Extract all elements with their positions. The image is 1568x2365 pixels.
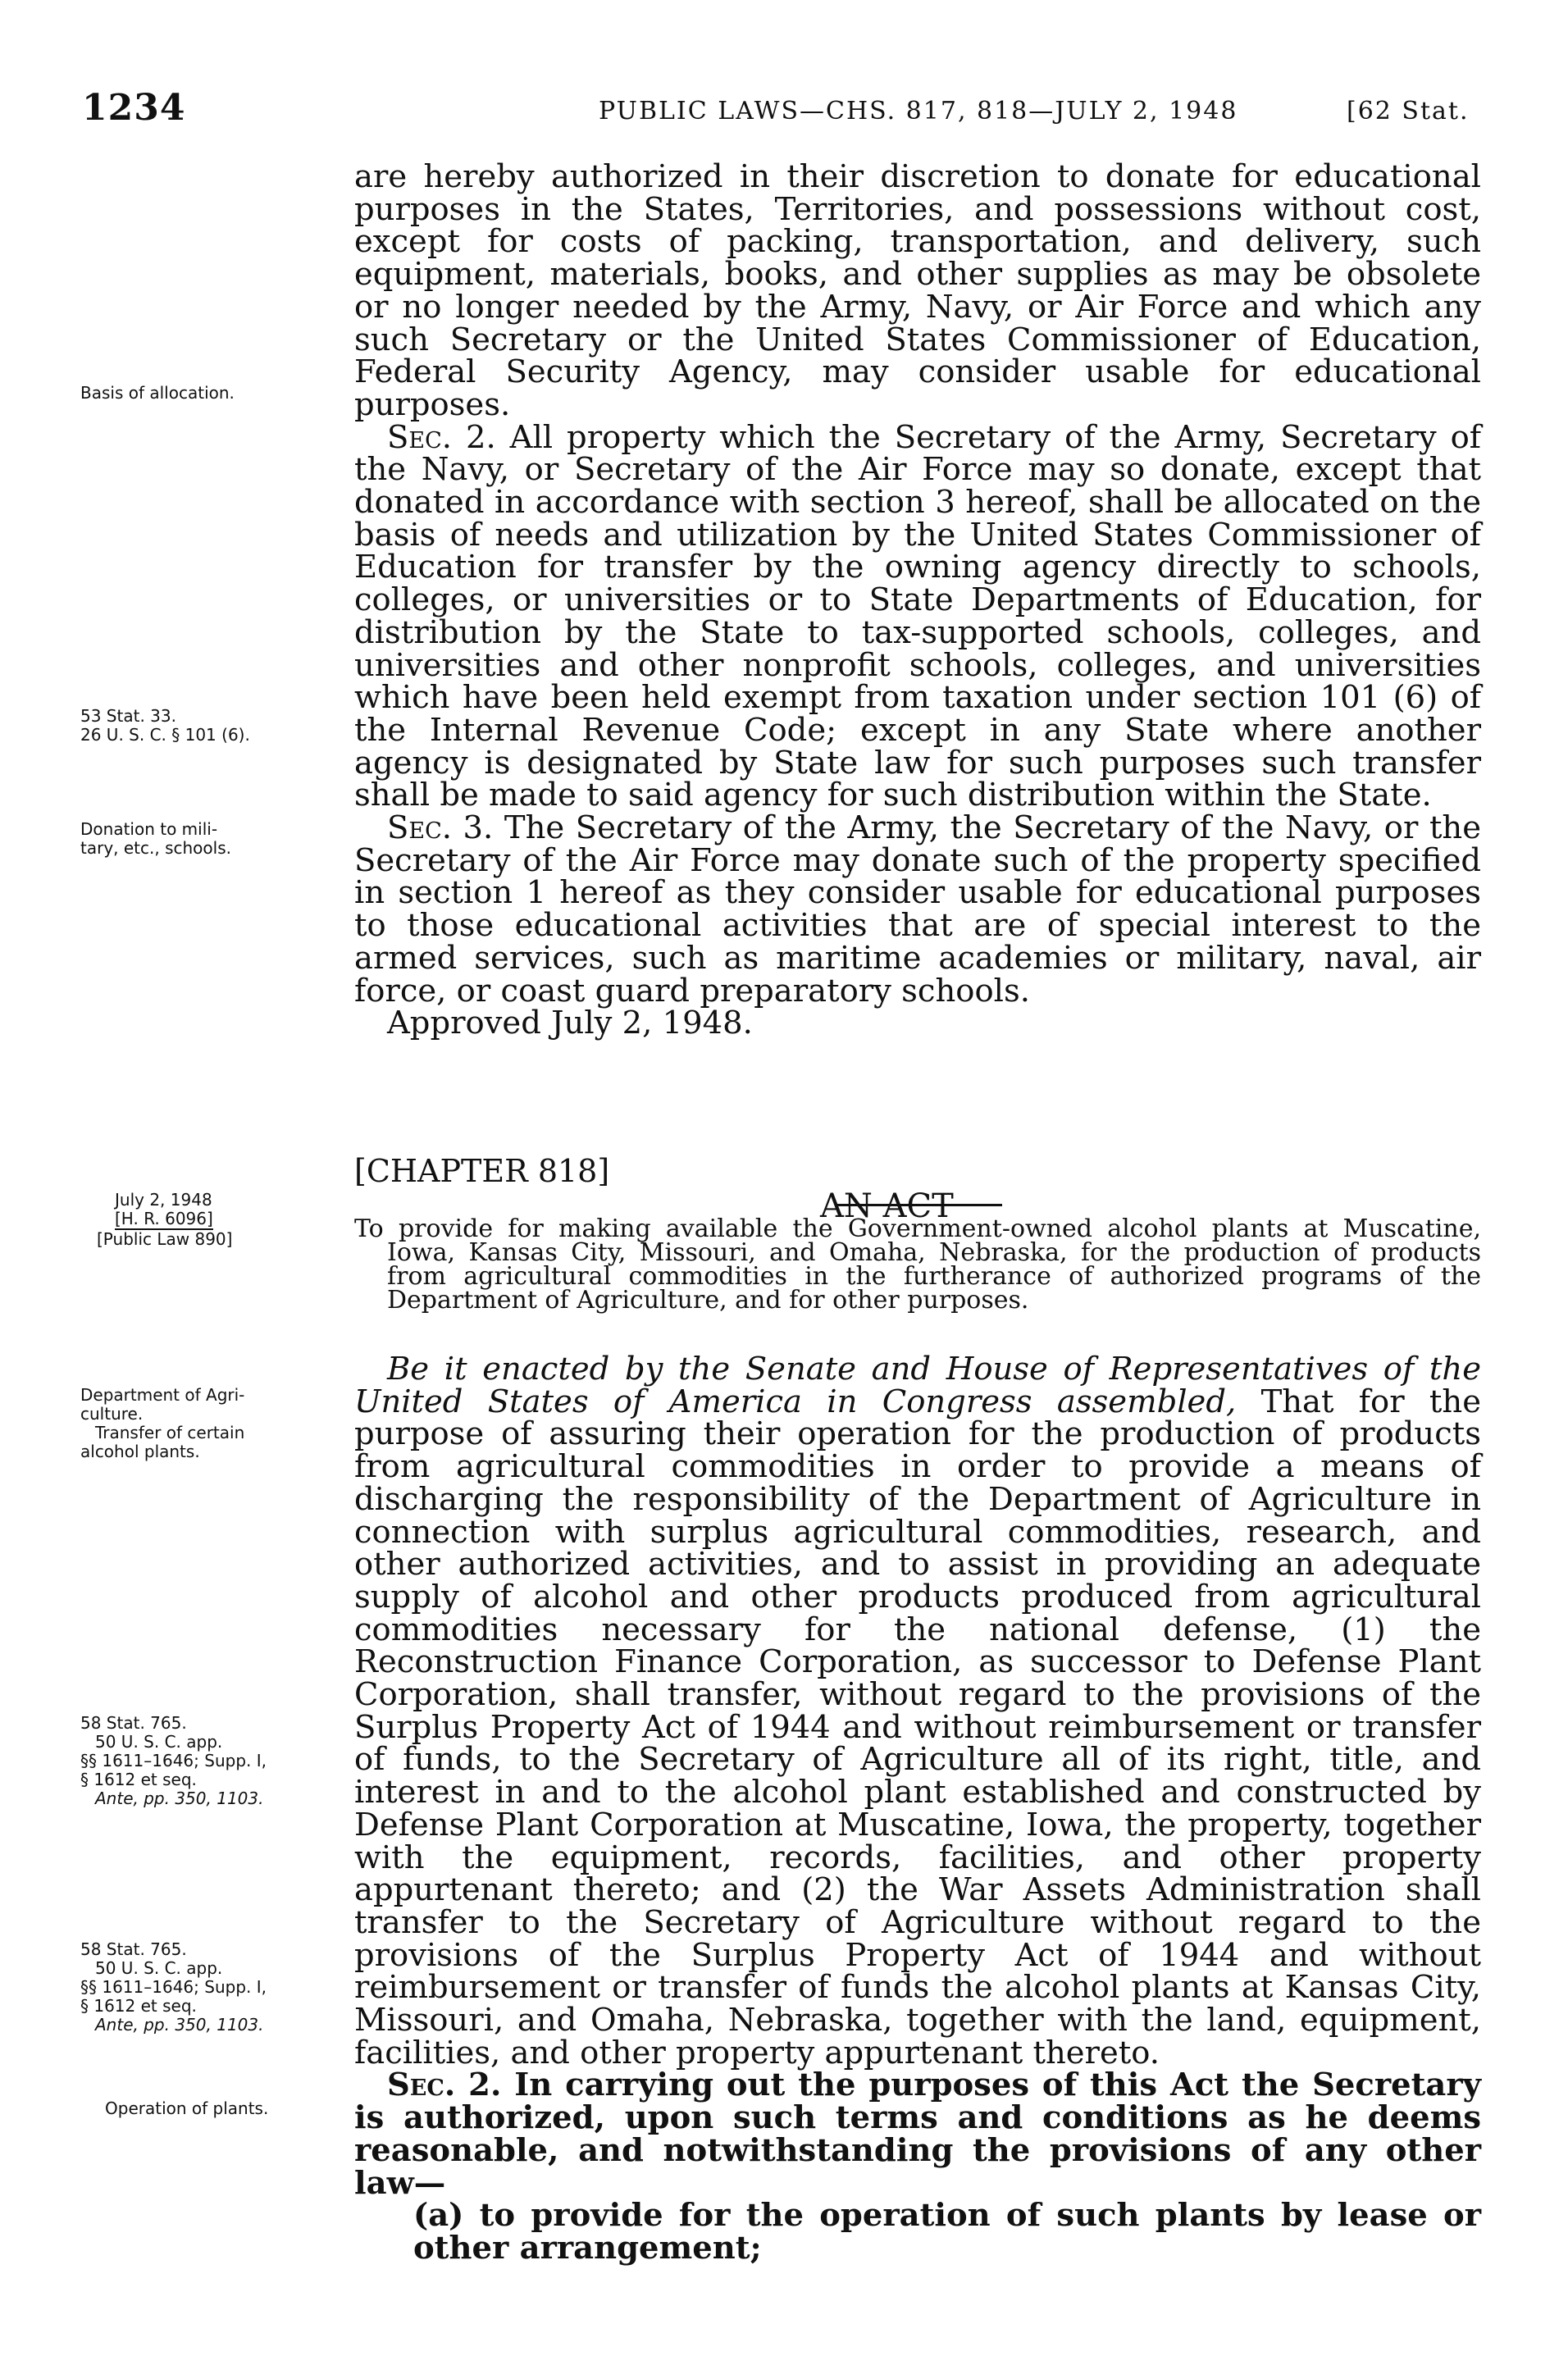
chapter-818-section-1 xyxy=(354,1353,1481,2069)
margin-note-line: § 1612 et seq. xyxy=(80,1770,197,1789)
chapter-818-body xyxy=(354,1353,1481,2265)
chapter-818-item-a: (a) to provide for the operation of such plants by lease or other arrangement; xyxy=(413,2197,1481,2267)
margin-note-public-law: [Public Law 890] xyxy=(97,1229,233,1249)
margin-note-date: July 2, 1948 xyxy=(115,1190,212,1210)
margin-note-donation xyxy=(80,820,326,858)
act-title xyxy=(354,1214,1481,1315)
margin-note-line: alcohol plants. xyxy=(80,1442,200,1461)
margin-note-stat-ref-3 xyxy=(80,1940,326,2035)
section-text: The Secretary of the Army, the Secretary of the Navy, or the Secretary of the Air Force may donate such of the property specified in section 1 hereof as they consider usable for educational purposes to those educational activities that are of special interest to the armed services, such as maritime academies or military, naval, air force, or coast guard preparatory schools. xyxy=(354,809,1482,1009)
act-title-text: To provide for making available the Government-owned alcohol plants at Muscatine, Iowa, Kansas City, Missouri, and Omaha, Nebraska, for the production of products from agricultural commodities in the furtherance of authorized programs of the Department of Agriculture, and for other purposes. xyxy=(354,1214,1481,1315)
chapter-label: [CHAPTER 818] xyxy=(354,1153,610,1189)
margin-note-stat-ref-2 xyxy=(80,1714,326,1808)
section-label: Sec. 2. xyxy=(387,418,496,456)
chapter-817-section-2 xyxy=(354,418,1481,814)
margin-note-line: 58 Stat. 765. xyxy=(80,1939,187,1959)
margin-note-line: Ante, pp. 350, 1103. xyxy=(95,2015,264,2035)
volume-reference: [62 Stat. xyxy=(1347,97,1470,125)
section-text: That for the purpose of assuring their operation for the production of products from agricultural commodities in order to provide a means of discharging the responsibility of the Department of Agriculture in connection with surplus agricultural commodities, research, and other authorized activities, and to assist in providing an adequate supply of alcohol and other products produced from agricultural commodities necessary for the national defense, (1) the Reconstruction Finance Corporation, as successor to Defense Plant Corporation, shall transfer, without regard to the provisions of the Surplus Property Act of 1944 and without reimbursement or transfer of funds, to the Secretary of Agriculture all of its right, title, and interest in and to the alcohol plant established and constructed by Defense Plant Corporation at Muscatine, Iowa, the property, together with the equipment, records, facilities, and other property appurtenant thereto; and (2) the War Assets Administration shall transfer to the Secretary of Agriculture without regard to the provisions of the Surplus Property Act of 1944 and without reimbursement or transfer of funds the alcohol plants at Kansas City, Missouri, and Omaha, Nebraska, together with the land, equipment, facilities, and other property appurtenant thereto. xyxy=(354,1383,1481,2071)
margin-note-line: Donation to mili- xyxy=(80,819,218,839)
margin-note-line: Operation of plants. xyxy=(105,2098,269,2118)
margin-note-line: 58 Stat. 765. xyxy=(80,1713,187,1733)
margin-note-line: 26 U. S. C. § 101 (6). xyxy=(80,725,250,745)
margin-note-line: culture. xyxy=(80,1404,144,1424)
margin-note-bill xyxy=(97,1210,343,1230)
margin-note-line: 50 U. S. C. app. xyxy=(95,1958,223,1978)
margin-note-line: 50 U. S. C. app. xyxy=(95,1732,223,1752)
margin-note-line: § 1612 et seq. xyxy=(80,1996,197,2016)
margin-note-line: 53 Stat. 33. xyxy=(80,706,176,726)
margin-note-operation xyxy=(105,2099,351,2118)
page-number: 1234 xyxy=(82,87,186,129)
section-text: All property which the Secretary of the Army, Secretary of the Navy, or Secretary of the Air Force may so donate, except that donated in accordance with section 3 hereof, shall be allocated on the basis of needs and utilization by the United States Commissioner of Education for transfer by the owning agency directly to schools, colleges, or universities or to State Departments of Education, for distribution by the State to tax-supported schools, colleges, and universities and other nonprofit schools, colleges, and universities which have been held exempt from taxation under section 101 (6) of the Internal Revenue Code; except in any State where another agency is designated by State law for such purposes such transfer shall be made to said agency for such distribution within the State. xyxy=(354,418,1481,814)
margin-note-line: Department of Agri- xyxy=(80,1385,245,1405)
margin-note-line: §§ 1611–1646; Supp. I, xyxy=(80,1751,267,1770)
margin-note-line: Transfer of certain xyxy=(95,1423,245,1442)
enacting-clause: Be it enacted by the Senate and House of Representatives of the United States of America in Congress assembled, xyxy=(354,1351,1481,1420)
margin-note-line: tary, etc., schools. xyxy=(80,838,231,858)
margin-note-basis-allocation xyxy=(80,384,326,403)
chapter-817-body xyxy=(354,158,1482,1042)
running-head: PUBLIC LAWS—CHS. 817, 818—JULY 2, 1948 xyxy=(599,97,1238,125)
margin-note-line: §§ 1611–1646; Supp. I, xyxy=(80,1977,267,1997)
margin-note-stat-ref-1 xyxy=(80,707,326,745)
chapter-818-section-2 xyxy=(354,2067,1482,2202)
section-label: Sec. 3. xyxy=(387,809,494,847)
section-text: In carrying out the purposes of this Act the Secretary is authorized, upon such terms and conditions as he deems reasonable, and notwithstanding the provisions of any other law— xyxy=(354,2067,1482,2202)
margin-note-agriculture xyxy=(80,1386,326,1461)
chapter-817-section-1-continuation: are hereby authorized in their discretion to donate for educational purposes in the States, Territories, and possessions without cost, except for costs of packing, transportation, and delivery, such equipment, materials, books, and other supplies as may be obsolete or no longer needed by the Army, Navy, or Air Force and which any such Secretary or the United States Commissioner of Education, Federal Security Agency, may consider usable for educational purposes. xyxy=(354,158,1481,423)
margin-note-chapter-info xyxy=(97,1191,343,1249)
approved-line: Approved July 2, 1948. xyxy=(387,1005,753,1042)
section-label: Sec. 2. xyxy=(387,2067,502,2104)
margin-note-line: Basis of allocation. xyxy=(80,383,235,403)
margin-note-bill-text: [H. R. 6096] xyxy=(115,1209,213,1228)
act-heading: AN ACT xyxy=(820,1187,954,1225)
margin-note-line: Ante, pp. 350, 1103. xyxy=(95,1789,264,1808)
chapter-817-section-3 xyxy=(354,809,1482,1009)
